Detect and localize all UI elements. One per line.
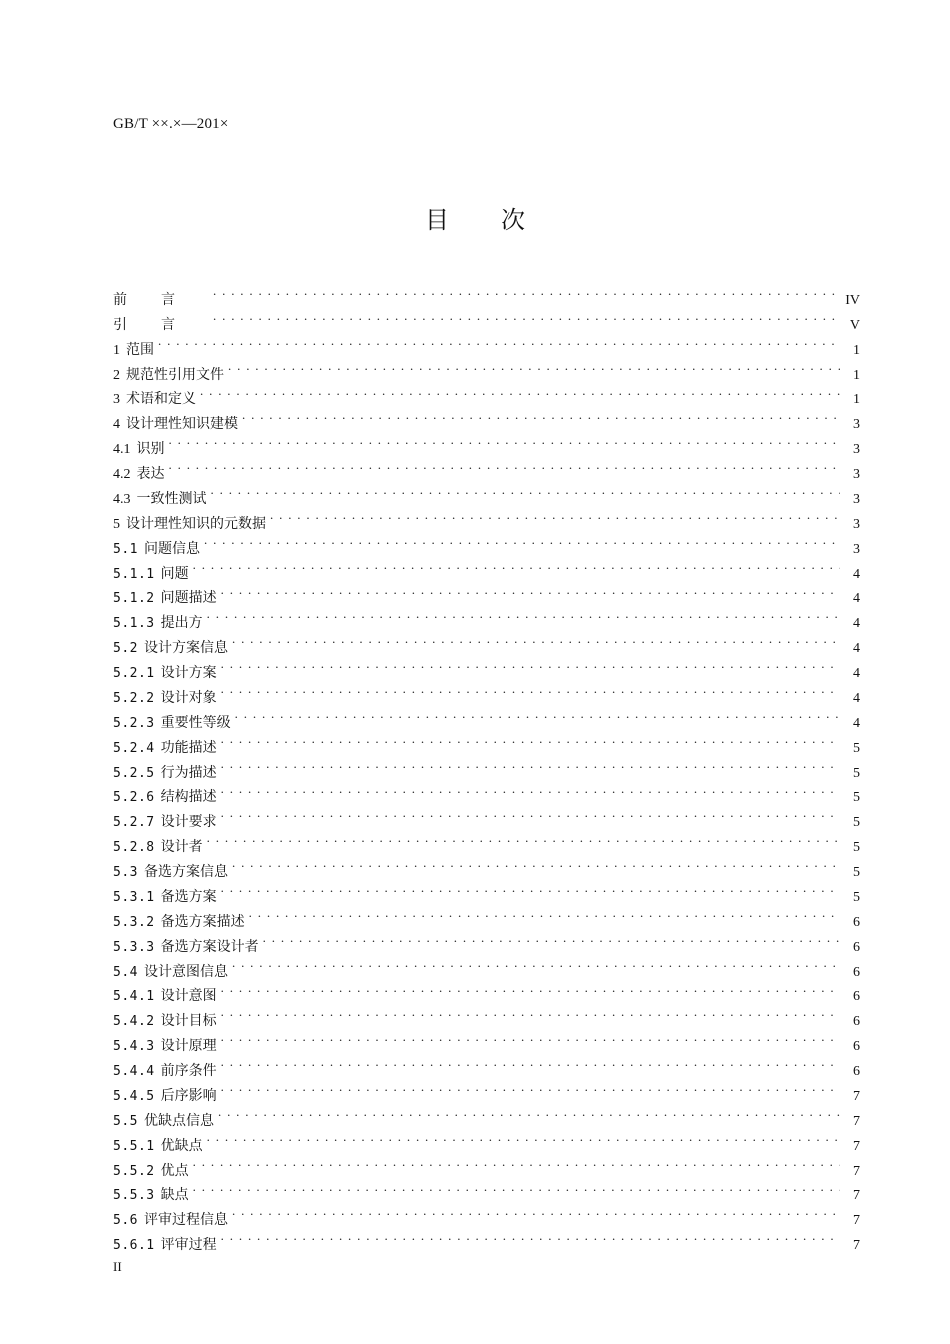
toc-entry-text: 设计原理 (160, 1038, 217, 1055)
toc-dot-leader (228, 354, 840, 379)
toc-entry[interactable] (113, 503, 860, 532)
standard-code-header: GB/T ××.×—201× (113, 116, 229, 132)
toc-entry-label (113, 910, 245, 936)
toc-entry[interactable] (113, 901, 860, 930)
toc-dot-leader (221, 1224, 840, 1249)
toc-entry[interactable] (113, 578, 860, 607)
toc-entry-text: 问题信息 (143, 540, 200, 557)
toc-entry-text: 优点 (160, 1162, 189, 1179)
toc-entry-page: 7 (853, 1213, 860, 1229)
toc-entry-number: 3 (113, 392, 120, 408)
toc-dot-leader (221, 976, 840, 1001)
toc-entry-number: 2 (113, 367, 120, 383)
toc-dot-leader (270, 503, 840, 528)
toc-entry[interactable] (113, 826, 860, 856)
toc-entry[interactable] (113, 652, 860, 681)
toc-entry[interactable] (113, 876, 860, 905)
toc-dot-leader (235, 702, 840, 727)
toc-entry-number: 5.2.4 (113, 740, 155, 756)
toc-entry-number: 5.2.2 (113, 690, 155, 706)
toc-entry-label (113, 885, 217, 911)
toc-dot-leader (207, 1125, 840, 1150)
toc-entry[interactable] (113, 453, 860, 482)
toc-entry-page: 6 (853, 989, 860, 1005)
toc-entry-number: 5.4.5 (113, 1088, 155, 1104)
toc-entry-page: 7 (853, 1088, 860, 1104)
toc-entry-page: 5 (853, 790, 860, 806)
toc-entry-number: 4 (113, 417, 120, 433)
toc-entry-label (113, 1084, 217, 1110)
page-number-footer: II (113, 1259, 122, 1274)
toc-dot-leader (207, 826, 840, 851)
toc-entry-label (113, 288, 209, 313)
toc-entry[interactable] (113, 777, 860, 806)
toc-entry-page: 3 (853, 417, 860, 433)
toc-entry[interactable] (113, 329, 860, 358)
toc-entry-text: 设计意图信息 (143, 963, 228, 980)
toc-entry-text: 评审过程信息 (143, 1212, 228, 1229)
toc-dot-leader (200, 379, 840, 404)
toc-entry-text: 优缺点信息 (143, 1112, 214, 1129)
toc-entry-text: 备选方案描述 (160, 913, 245, 930)
toc-entry-text: 前言 (113, 291, 209, 308)
toc-entry-text: 问题 (160, 565, 189, 582)
toc-entry-number: 5.6.1 (113, 1238, 155, 1254)
toc-entry-label (113, 835, 203, 861)
toc-entry-page: 3 (853, 491, 860, 507)
toc-entry-page: 6 (853, 914, 860, 930)
table-of-contents (113, 279, 860, 1254)
toc-entry-text: 提出方 (160, 615, 203, 632)
toc-entry-label (113, 661, 217, 687)
toc-dot-leader (193, 553, 840, 578)
toc-entry-number: 5.2.8 (113, 840, 155, 856)
toc-entry[interactable] (113, 1224, 860, 1254)
toc-entry-text: 一致性测试 (136, 490, 207, 507)
toc-entry-number: 1 (113, 342, 120, 358)
toc-entry-text: 重要性等级 (160, 714, 231, 731)
toc-dot-leader (221, 1000, 840, 1025)
toc-entry[interactable] (113, 428, 860, 458)
toc-entry-label (113, 338, 154, 364)
toc-entry-label (113, 611, 203, 637)
toc-dot-leader (207, 602, 840, 627)
toc-title (0, 200, 950, 235)
toc-entry-label (113, 537, 200, 563)
toc-dot-leader (221, 1050, 840, 1075)
toc-entry-number: 5.1 (113, 541, 138, 557)
toc-entry[interactable] (113, 752, 860, 781)
toc-entry-text: 设计对象 (160, 689, 217, 706)
toc-entry-text: 引言 (113, 316, 209, 333)
toc-entry-label (113, 761, 217, 787)
toc-entry-page: 6 (853, 964, 860, 980)
toc-entry[interactable] (113, 379, 860, 408)
toc-entry[interactable] (113, 528, 860, 557)
toc-entry-text: 备选方案设计者 (160, 938, 259, 955)
toc-entry-number: 5.5.2 (113, 1163, 155, 1179)
toc-entry-number: 5.3.2 (113, 914, 155, 930)
toc-dot-leader (221, 777, 840, 802)
toc-entry-page: 6 (853, 1039, 860, 1055)
toc-entry-text: 评审过程 (160, 1237, 217, 1254)
toc-entry[interactable] (113, 677, 860, 706)
toc-entry-label (113, 562, 189, 588)
toc-entry-page: IV (845, 292, 860, 308)
toc-dot-leader (221, 1075, 840, 1100)
toc-entry[interactable] (113, 1000, 860, 1030)
toc-dot-leader (249, 901, 840, 926)
toc-entry-page: 1 (853, 342, 860, 358)
toc-dot-leader (232, 1199, 840, 1224)
toc-dot-leader (221, 876, 840, 901)
toc-entry-page: 4 (853, 566, 860, 582)
toc-entry-page: 1 (853, 367, 860, 383)
toc-entry-page: 5 (853, 765, 860, 781)
toc-entry[interactable] (113, 627, 860, 657)
toc-entry-number: 5.2.1 (113, 666, 155, 681)
toc-entry-number: 5.2.7 (113, 815, 155, 831)
toc-entry-number: 5.6 (113, 1213, 138, 1229)
toc-dot-leader (193, 1150, 840, 1175)
toc-entry-number: 5.4.2 (113, 1014, 155, 1030)
toc-entry-label (113, 437, 165, 463)
toc-entry-number: 5.4.3 (113, 1039, 155, 1055)
toc-entry-text: 设计者 (160, 839, 203, 856)
toc-entry-number: 5.4.1 (113, 989, 155, 1005)
toc-entry-text: 备选方案信息 (143, 864, 228, 880)
toc-entry-page: 3 (853, 541, 860, 557)
toc-entry-text: 结构描述 (160, 789, 217, 806)
toc-entry-page: 3 (853, 516, 860, 532)
toc-dot-leader (221, 727, 840, 752)
toc-entry-text: 问题描述 (160, 590, 217, 607)
toc-entry-label (113, 586, 217, 612)
toc-dot-leader (211, 478, 841, 503)
toc-entry-label (113, 1059, 217, 1085)
toc-entry[interactable] (113, 1100, 860, 1129)
toc-entry-label (113, 785, 217, 811)
toc-entry-text: 设计意图 (160, 988, 217, 1005)
toc-entry-number: 5.2.6 (113, 790, 155, 806)
toc-entry-number: 5.5.3 (113, 1188, 155, 1204)
toc-entry[interactable] (113, 702, 860, 731)
toc-entry-text: 优缺点 (160, 1137, 203, 1154)
toc-entry-page: 5 (853, 865, 860, 880)
toc-entry-page: 7 (853, 1138, 860, 1154)
toc-entry[interactable] (113, 354, 860, 383)
toc-dot-leader (232, 951, 840, 976)
toc-dot-leader (232, 627, 840, 652)
toc-dot-leader (263, 926, 840, 951)
toc-entry-label (113, 1183, 189, 1209)
toc-entry-label (113, 960, 228, 986)
toc-dot-leader (221, 677, 840, 702)
toc-entry-text: 设计方案 (160, 665, 217, 681)
toc-entry-page: 4 (853, 591, 860, 607)
toc-entry-text: 设计理性知识建模 (126, 416, 238, 433)
toc-entry[interactable] (113, 602, 860, 632)
toc-entry-label (113, 487, 207, 513)
toc-entry-text: 前序条件 (160, 1063, 217, 1079)
toc-entry-label (113, 686, 217, 712)
toc-entry-text: 表达 (136, 466, 165, 482)
toc-dot-leader (232, 851, 840, 876)
toc-entry-page: 3 (853, 442, 860, 458)
toc-entry-page: 1 (853, 392, 860, 408)
toc-entry-number: 4.2 (113, 467, 131, 482)
toc-entry-text: 功能描述 (160, 739, 217, 756)
toc-entry-page: 4 (853, 715, 860, 731)
toc-dot-leader (221, 801, 840, 826)
toc-dot-leader (213, 279, 839, 304)
toc-entry[interactable] (113, 1050, 860, 1079)
toc-entry-page: 7 (853, 1188, 860, 1204)
toc-entry-text: 设计要求 (160, 814, 217, 831)
toc-entry-page: 4 (853, 616, 860, 632)
toc-entry-label (113, 711, 231, 737)
toc-entry-page: 6 (853, 1064, 860, 1079)
toc-entry-label (113, 736, 217, 762)
toc-entry-page: 6 (853, 1014, 860, 1030)
toc-entry-label (113, 860, 228, 886)
toc-entry-page: 5 (853, 889, 860, 905)
toc-entry[interactable] (113, 727, 860, 756)
toc-entry-number: 5.3 (113, 865, 138, 880)
toc-entry[interactable] (113, 976, 860, 1005)
toc-entry-text: 术语和定义 (126, 391, 196, 408)
toc-entry-label (113, 1134, 203, 1160)
toc-entry-label (113, 387, 196, 413)
toc-dot-leader (221, 752, 840, 777)
toc-entry-label (113, 1159, 189, 1185)
toc-entry-page: 7 (853, 1238, 860, 1254)
toc-entry-page: 4 (853, 666, 860, 681)
toc-entry-label (113, 636, 228, 662)
toc-dot-leader (221, 1025, 840, 1050)
toc-dot-leader (218, 1100, 840, 1125)
toc-dot-leader (169, 453, 841, 478)
toc-entry-number: 4.1 (113, 442, 131, 458)
toc-entry-page: 4 (853, 641, 860, 657)
toc-entry[interactable] (113, 478, 860, 507)
toc-entry-label (113, 462, 165, 488)
toc-entry-text: 后序影响 (160, 1087, 217, 1104)
toc-entry-page: 7 (853, 1113, 860, 1129)
toc-entry-number: 5 (113, 516, 120, 532)
toc-dot-leader (169, 428, 841, 453)
toc-entry-page: 4 (853, 690, 860, 706)
toc-entry[interactable] (113, 403, 860, 433)
toc-entry-label (113, 1208, 228, 1234)
toc-entry-number: 5.5 (113, 1113, 138, 1129)
toc-entry-page: 5 (853, 815, 860, 831)
toc-entry[interactable] (113, 279, 860, 308)
toc-entry-label (113, 1109, 214, 1135)
toc-entry-text: 行为描述 (160, 764, 217, 781)
toc-entry[interactable] (113, 1025, 860, 1055)
toc-entry-text: 范围 (126, 341, 154, 358)
toc-entry-page: V (849, 317, 860, 333)
toc-entry[interactable] (113, 1175, 860, 1204)
toc-entry-number: 5.1.2 (113, 591, 155, 607)
toc-dot-leader (242, 403, 840, 428)
toc-entry-number: 5.2.3 (113, 715, 155, 731)
toc-entry-label (113, 810, 217, 836)
toc-entry-page: 5 (853, 740, 860, 756)
toc-dot-leader (204, 528, 840, 553)
toc-entry-number: 5.4 (113, 964, 138, 980)
toc-entry-page: 6 (853, 939, 860, 955)
toc-entry[interactable] (113, 851, 860, 880)
toc-entry-text: 规范性引用文件 (126, 366, 224, 383)
toc-entry-label (113, 1233, 217, 1259)
toc-dot-leader (158, 329, 840, 354)
toc-entry-page: 5 (853, 840, 860, 856)
toc-dot-leader (221, 578, 840, 603)
toc-entry[interactable] (113, 1199, 860, 1229)
toc-entry[interactable] (113, 1125, 860, 1154)
toc-dot-leader (213, 304, 840, 329)
toc-entry-number: 5.2.5 (113, 765, 155, 781)
toc-entry-text: 设计目标 (160, 1013, 217, 1030)
toc-entry[interactable] (113, 553, 860, 582)
toc-dot-leader (193, 1175, 840, 1200)
toc-entry-text: 备选方案 (160, 888, 217, 905)
toc-entry-number: 5.5.1 (113, 1138, 155, 1154)
toc-entry-number: 5.1.3 (113, 616, 155, 632)
toc-entry-number: 4.3 (113, 491, 131, 507)
toc-entry[interactable] (113, 801, 860, 831)
toc-entry-number: 5.1.1 (113, 566, 155, 582)
toc-title-part1: 目 (425, 206, 449, 234)
toc-entry-label (113, 984, 217, 1010)
toc-entry-label (113, 1034, 217, 1060)
toc-entry-page: 3 (853, 467, 860, 482)
toc-entry-page: 7 (853, 1163, 860, 1179)
toc-entry-text: 缺点 (160, 1187, 189, 1204)
toc-entry-number: 5.2 (113, 641, 138, 657)
toc-entry[interactable] (113, 1075, 860, 1104)
toc-title-part2: 次 (501, 206, 525, 234)
toc-entry-number: 5.4.4 (113, 1064, 155, 1079)
toc-entry[interactable] (113, 1150, 860, 1179)
toc-entry-number: 5.3.3 (113, 939, 155, 955)
toc-entry-text: 识别 (136, 441, 165, 458)
toc-entry-text: 设计方案信息 (143, 640, 228, 657)
toc-entry[interactable] (113, 304, 860, 333)
toc-entry-number: 5.3.1 (113, 889, 155, 905)
toc-entry-label (113, 1009, 217, 1035)
toc-entry-text: 设计理性知识的元数据 (126, 515, 266, 532)
toc-dot-leader (221, 652, 840, 677)
